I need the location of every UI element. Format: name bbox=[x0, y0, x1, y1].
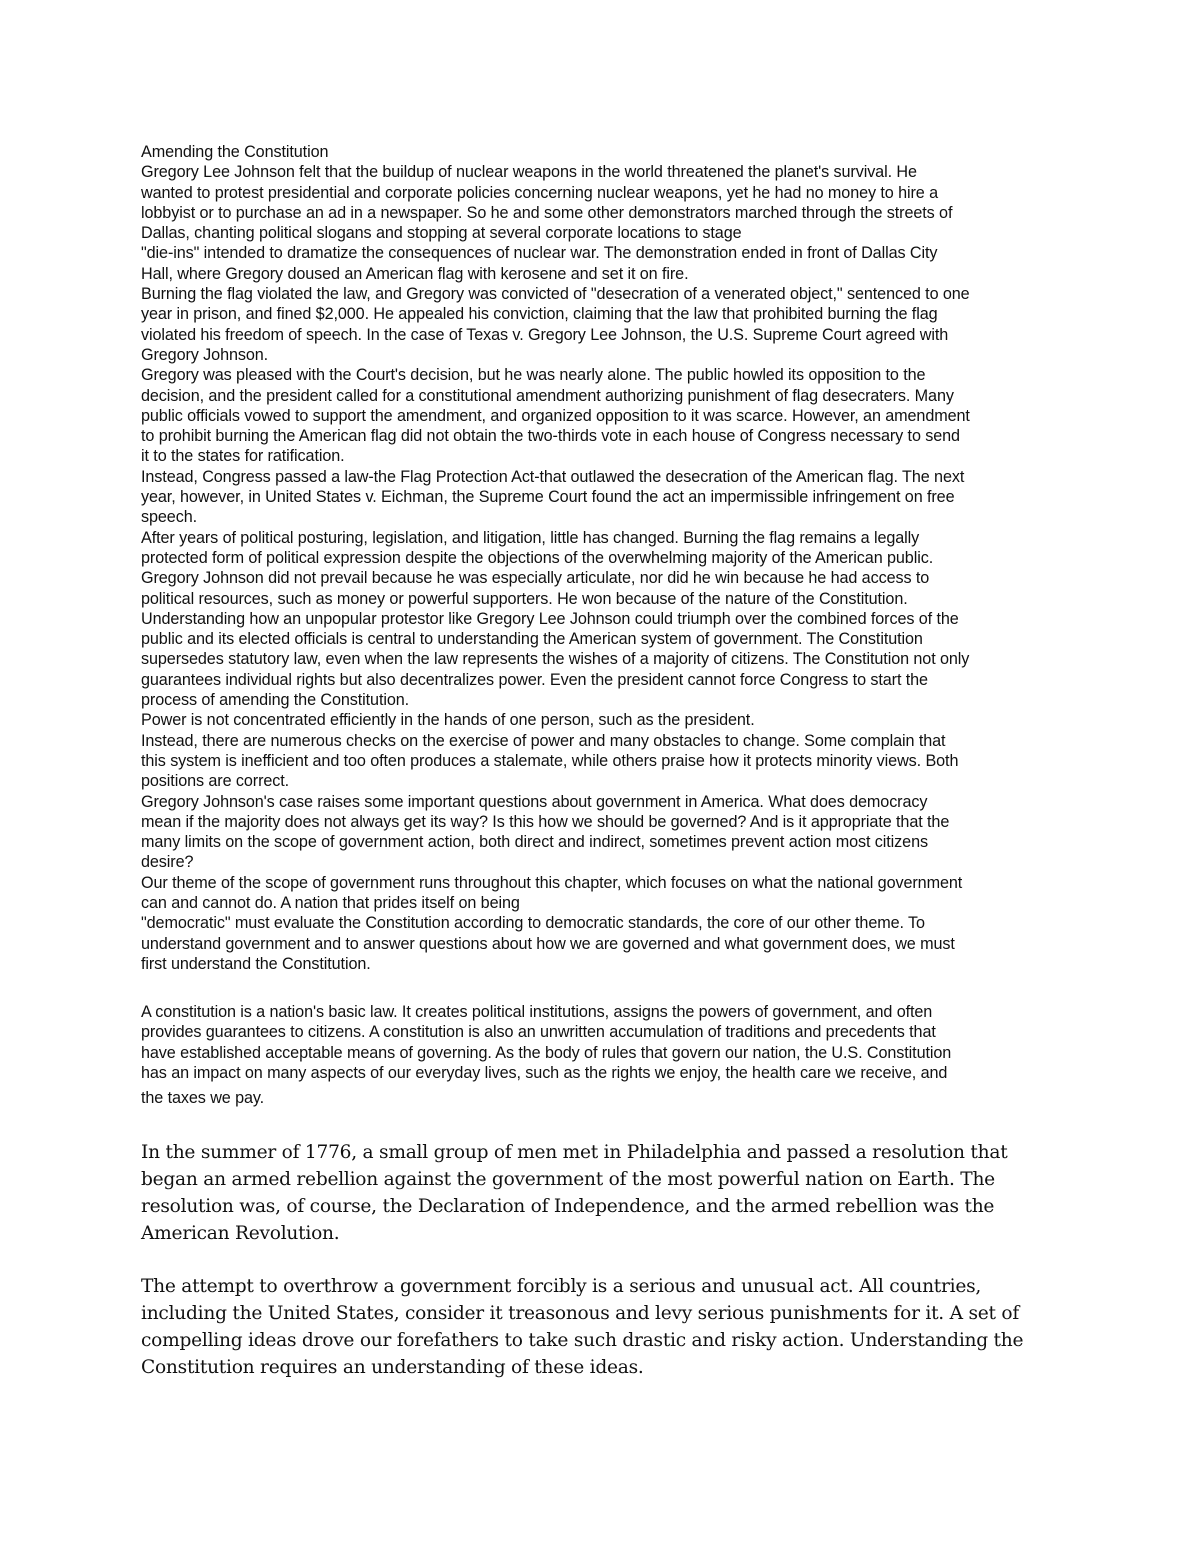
text-line: it to the states for ratification. bbox=[141, 447, 345, 466]
text-line: Hall, where Gregory doused an American flag with kerosene and set it on fire. bbox=[141, 264, 689, 283]
text-line: Burning the flag violated the law, and Gregory was convicted of "desecration of a venerated object," sentenced to one bbox=[141, 285, 970, 304]
text-line: Constitution requires an understanding of these ideas. bbox=[141, 1357, 644, 1378]
text-line: can and cannot do. A nation that prides itself on being bbox=[141, 893, 520, 912]
text-line: Gregory Johnson. bbox=[141, 345, 269, 364]
text-line: A constitution is a nation's basic law. It creates political institutions, assigns the powers of government, and often bbox=[141, 1003, 933, 1021]
text-line: positions are correct. bbox=[141, 772, 290, 791]
body-text-block-2 bbox=[141, 1002, 1066, 1108]
text-line: this system is inefficient and too often produces a stalemate, while others praise how it protects minority views. Both bbox=[141, 751, 959, 770]
text-line: mean if the majority does not always get its way? Is this how we should be governed? And is it appropriate that the bbox=[141, 812, 950, 831]
text-line: "democratic" must evaluate the Constitution according to democratic standards, the core of our other theme. To bbox=[141, 914, 925, 933]
text-line: Instead, Congress passed a law-the Flag Protection Act-that outlawed the desecration of the American flag. The next bbox=[141, 467, 965, 486]
body-text-block-1 bbox=[141, 142, 1066, 974]
text-line: political resources, such as money or powerful supporters. He won because of the nature of the Constitution. bbox=[141, 589, 908, 608]
text-line: first understand the Constitution. bbox=[141, 954, 371, 973]
text-line: lobbyist or to purchase an ad in a newspaper. So he and some other demonstrators marched through the streets of bbox=[141, 203, 953, 222]
text-line: Dallas, chanting political slogans and stopping at several corporate locations to stage bbox=[141, 224, 742, 243]
text-line: decision, and the president called for a constitutional amendment authorizing punishment of flag desecraters. Many bbox=[141, 386, 954, 405]
document-title: Amending the Constitution bbox=[141, 143, 329, 161]
text-line: Understanding how an unpopular protestor like Gregory Lee Johnson could triumph over the combined forces of the bbox=[141, 609, 959, 628]
text-line: resolution was, of course, the Declaration of Independence, and the armed rebellion was the bbox=[141, 1196, 995, 1217]
text-line: Our theme of the scope of government runs throughout this chapter, which focuses on what the national government bbox=[141, 873, 963, 892]
text-line: have established acceptable means of governing. As the body of rules that govern our nation, the U.S. Constitution bbox=[141, 1043, 952, 1062]
text-line: public officials vowed to support the amendment, and organized opposition to it was scarce. However, an amendment bbox=[141, 406, 970, 425]
text-line: supersedes statutory law, even when the law represents the wishes of a majority of citizens. The Constitution not only bbox=[141, 650, 970, 669]
serif-paragraph-1 bbox=[141, 1139, 1081, 1247]
text-line: understand government and to answer questions about how we are governed and what government does, we must bbox=[141, 934, 955, 953]
text-line: Gregory Lee Johnson felt that the buildup of nuclear weapons in the world threatened the planet's survival. He bbox=[141, 163, 917, 182]
text-line: After years of political posturing, legislation, and litigation, little has changed. Burning the flag remains a legally bbox=[141, 528, 920, 547]
text-line: Gregory Johnson did not prevail because he was especially articulate, nor did he win because he had access to bbox=[141, 569, 930, 588]
text-line: The attempt to overthrow a government forcibly is a serious and unusual act. All countries, bbox=[141, 1276, 982, 1297]
text-line: the taxes we pay. bbox=[141, 1089, 265, 1108]
text-line: Gregory was pleased with the Court's decision, but he was nearly alone. The public howled its opposition to the bbox=[141, 366, 926, 385]
text-line: protected form of political expression despite the objections of the overwhelming majority of the American public. bbox=[141, 548, 934, 567]
text-line: public and its elected officials is central to understanding the American system of government. The Constitution bbox=[141, 630, 923, 649]
text-line: wanted to protest presidential and corporate policies concerning nuclear weapons, yet he had no money to hire a bbox=[141, 183, 938, 202]
text-line: In the summer of 1776, a small group of men met in Philadelphia and passed a resolution that bbox=[141, 1142, 1008, 1163]
text-line: many limits on the scope of government action, both direct and indirect, sometimes prevent action most citizens bbox=[141, 833, 928, 852]
text-line: violated his freedom of speech. In the case of Texas v. Gregory Lee Johnson, the U.S. Supreme Court agreed with bbox=[141, 325, 949, 344]
text-line: American Revolution. bbox=[141, 1223, 340, 1244]
text-line: desire? bbox=[141, 853, 194, 872]
text-line: to prohibit burning the American flag did not obtain the two-thirds vote in each house of Congress necessary to send bbox=[141, 427, 960, 446]
text-line: Gregory Johnson's case raises some important questions about government in America. What does democracy bbox=[141, 792, 928, 811]
text-line: compelling ideas drove our forefathers to take such drastic and risky action. Understanding the bbox=[141, 1330, 1024, 1351]
text-line: including the United States, consider it treasonous and levy serious punishments for it. A set of bbox=[141, 1303, 1019, 1324]
text-line: has an impact on many aspects of our everyday lives, such as the rights we enjoy, the health care we receive, and bbox=[141, 1063, 948, 1082]
text-line: speech. bbox=[141, 508, 197, 527]
text-line: Instead, there are numerous checks on the exercise of power and many obstacles to change. Some complain that bbox=[141, 731, 946, 750]
text-line: guarantees individual rights but also decentralizes power. Even the president cannot force Congress to start the bbox=[141, 670, 928, 689]
text-line: "die-ins" intended to dramatize the consequences of nuclear war. The demonstration ended in front of Dallas City bbox=[141, 244, 938, 263]
text-line: year in prison, and fined $2,000. He appealed his conviction, claiming that the law that prohibited burning the flag bbox=[141, 305, 938, 324]
text-line: year, however, in United States v. Eichman, the Supreme Court found the act an impermissible infringement on free bbox=[141, 488, 955, 507]
text-line: began an armed rebellion against the government of the most powerful nation on Earth. The bbox=[141, 1169, 995, 1190]
text-line: provides guarantees to citizens. A constitution is also an unwritten accumulation of traditions and precedents that bbox=[141, 1023, 936, 1042]
serif-paragraph-2 bbox=[141, 1273, 1081, 1381]
text-line: Power is not concentrated efficiently in the hands of one person, such as the president. bbox=[141, 711, 755, 730]
text-line: process of amending the Constitution. bbox=[141, 691, 410, 710]
